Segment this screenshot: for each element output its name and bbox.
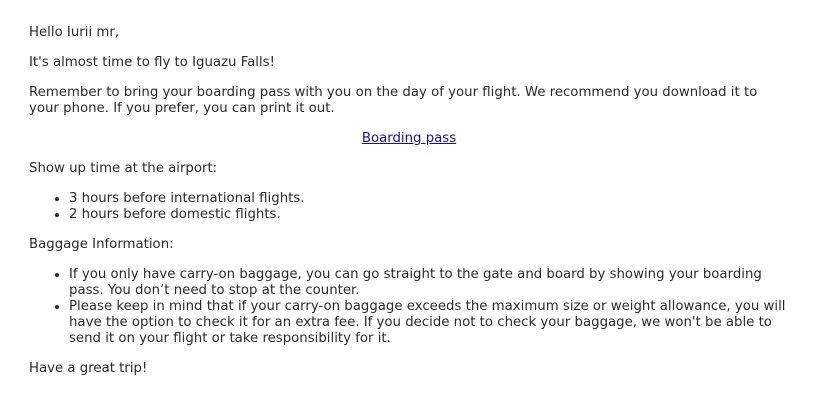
baggage-list	[29, 267, 789, 347]
reminder-text: Remember to bring your boarding pass with you on the day of your flight. We recommend you download it to your phone. If you prefer, you can print it out.	[29, 85, 758, 116]
baggage-heading: Baggage Information:	[29, 237, 174, 252]
showup-list	[29, 191, 789, 223]
boarding-pass-link[interactable]: Boarding pass	[361, 131, 457, 146]
closing-text: Have a great trip!	[29, 361, 148, 376]
boarding-pass-link-container	[29, 131, 789, 147]
list-item: • 3 hours before international flights.	[69, 191, 789, 207]
list-item: • 2 hours before domestic flights.	[69, 207, 789, 223]
list-item: • Please keep in mind that if your carry-on baggage exceeds the maximum size or weight allowance, you will have the option to check it for an extra fee. If you decide not to check your baggage, we won't be able to send it on your flight or take responsibility for it.	[69, 299, 789, 347]
intro-text: It's almost time to fly to Iguazu Falls!	[29, 55, 275, 70]
greeting: Hello Iurii mr,	[29, 25, 120, 40]
showup-heading: Show up time at the airport:	[29, 161, 218, 176]
list-item: • If you only have carry-on baggage, you can go straight to the gate and board by showing your boarding pass. You don’t need to stop at the counter.	[69, 267, 789, 299]
